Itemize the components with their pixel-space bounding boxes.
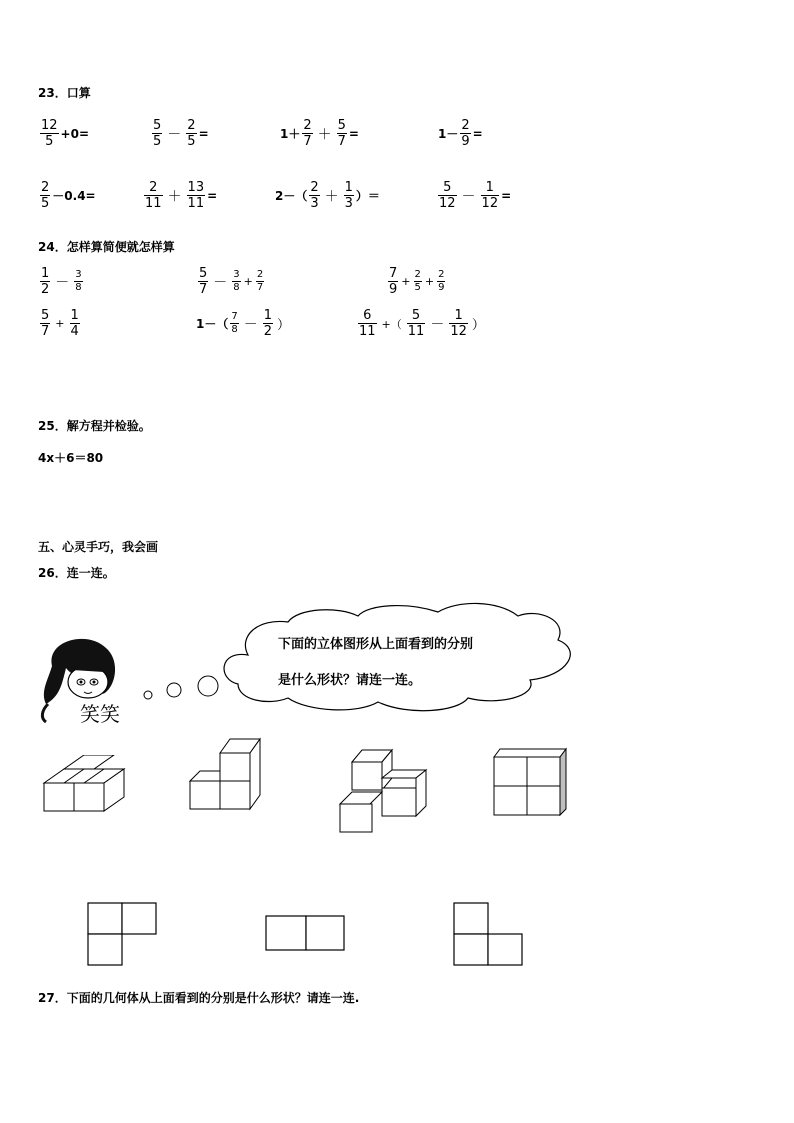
top-view-shape-1	[86, 901, 158, 969]
cloud-text-line1: 下面的立体图形从上面看到的分别	[278, 637, 474, 652]
q26-heading: 26．连一连。	[38, 566, 115, 580]
top-view-shape-2	[264, 914, 348, 954]
q24-item-5: 1－（ $\frac{7}{8}$ － $\frac{1}{2}$ ）	[196, 308, 291, 339]
thought-cloud	[138, 600, 588, 720]
q24-item-4: $\frac{5}{7}$ + $\frac{1}{4}$	[41, 308, 79, 339]
q23-item-1: $\frac{12}{5}$ +0=	[41, 118, 90, 149]
solid-figure-4	[490, 745, 570, 817]
girl-name-label: 笑笑	[80, 702, 120, 726]
cloud-text-line2: 是什么形状？请连一连。	[278, 673, 422, 688]
q24-item-6: $\frac{6}{11}$ +（ $\frac{5}{11}$ － $\frac{1}{12}$ ）	[359, 308, 485, 339]
q24-item-3: $\frac{7}{9}$ + $\frac{2}{5}$ + $\frac{2}{9}$	[389, 266, 445, 297]
top-view-shape-3	[452, 901, 526, 969]
q23-item-7: 2－（ $\frac{2}{3}$ ＋ $\frac{1}{3}$ ）＝	[275, 180, 380, 211]
q24-item-2: $\frac{5}{7}$ － $\frac{3}{8}$ + $\frac{2}{7}$	[199, 266, 264, 297]
q27-heading: 27．下面的几何体从上面看到的分别是什么形状？请连一连.	[38, 991, 360, 1005]
section5-heading: 五、心灵手巧，我会画	[38, 540, 159, 554]
solid-figure-1	[40, 755, 130, 813]
solid-figure-2	[188, 737, 268, 813]
q23-heading: 23．口算	[38, 86, 91, 100]
q23-item-8: $\frac{5}{12}$ － $\frac{1}{12}$ =	[439, 180, 512, 211]
q23-item-6: $\frac{2}{11}$ ＋ $\frac{13}{11}$ =	[145, 180, 218, 211]
q23-item-3: 1＋ $\frac{2}{7}$ ＋ $\frac{5}{7}$ =	[280, 118, 359, 149]
q23-item-2: $\frac{5}{5}$ － $\frac{2}{5}$ =	[153, 118, 209, 149]
q25-equation: 4x＋6＝80	[38, 451, 104, 465]
q24-heading: 24．怎样算简便就怎样算	[38, 240, 175, 254]
q23-item-5: $\frac{2}{5}$ －0.4=	[41, 180, 96, 211]
q23-item-4: 1－ $\frac{2}{9}$ =	[438, 118, 483, 149]
q24-item-1: $\frac{1}{2}$ － $\frac{3}{8}$	[41, 266, 82, 297]
q25-heading: 25．解方程并检验。	[38, 419, 151, 433]
fraction: $\frac{12}{5}$	[41, 118, 58, 149]
solid-figure-3	[338, 748, 430, 834]
